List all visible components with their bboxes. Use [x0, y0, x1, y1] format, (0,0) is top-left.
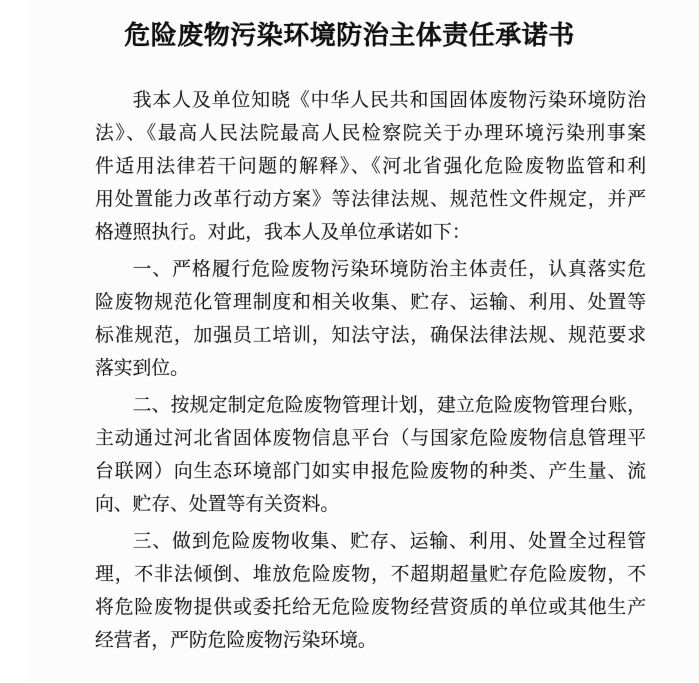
text-line: 理，不非法倾倒、堆放危险废物，不超期超量贮存危险废物，不	[95, 564, 646, 585]
text-line: 一、严格履行危险废物污染环境防治主体责任，认真落实危	[132, 259, 646, 280]
text-line: 法》、《最高人民法院最高人民检察院关于办理环境污染刑事案	[95, 123, 646, 144]
text-line: 标准规范，加强员工培训，知法守法，确保法律法规、规范要求	[95, 325, 646, 346]
text-line: 台联网）向生态环境部门如实申报危险废物的种类、产生量、流	[95, 461, 646, 482]
text-line: 我本人及单位知晓《中华人民共和国固体废物污染环境防治	[132, 90, 646, 111]
text-line: 用处置能力改革行动方案》等法律法规、规范性文件规定，并严	[95, 189, 646, 210]
text-line: 落实到位。	[95, 358, 189, 379]
text-line: 向、贮存、处置等有关资料。	[95, 494, 340, 515]
text-line: 件适用法律若干问题的解释》、《河北省强化危险废物监管和利	[95, 156, 646, 177]
paragraph-item-1	[95, 253, 646, 385]
text-line: 二、按规定制定危险废物管理计划，建立危险废物管理台账，	[132, 395, 646, 416]
paragraph-item-2	[95, 389, 646, 521]
paragraph-intro	[95, 84, 646, 249]
text-line: 格遵照执行。对此，我本人及单位承诺如下：	[95, 222, 471, 243]
text-line: 将危险废物提供或委托给无危险废物经营资质的单位或其他生产	[95, 597, 646, 618]
document-title: 危险废物污染环境防治主体责任承诺书	[124, 21, 575, 50]
text-line: 经营者，严防危险废物污染环境。	[95, 630, 377, 651]
document-page	[0, 18, 699, 683]
paragraph-item-3	[95, 525, 646, 657]
document-body	[95, 84, 646, 657]
text-line: 三、做到危险废物收集、贮存、运输、利用、处置全过程管	[132, 531, 646, 552]
text-line: 险废物规范化管理制度和相关收集、贮存、运输、利用、处置等	[95, 292, 646, 313]
text-line: 主动通过河北省固体废物信息平台（与国家危险废物信息管理平	[95, 428, 646, 449]
